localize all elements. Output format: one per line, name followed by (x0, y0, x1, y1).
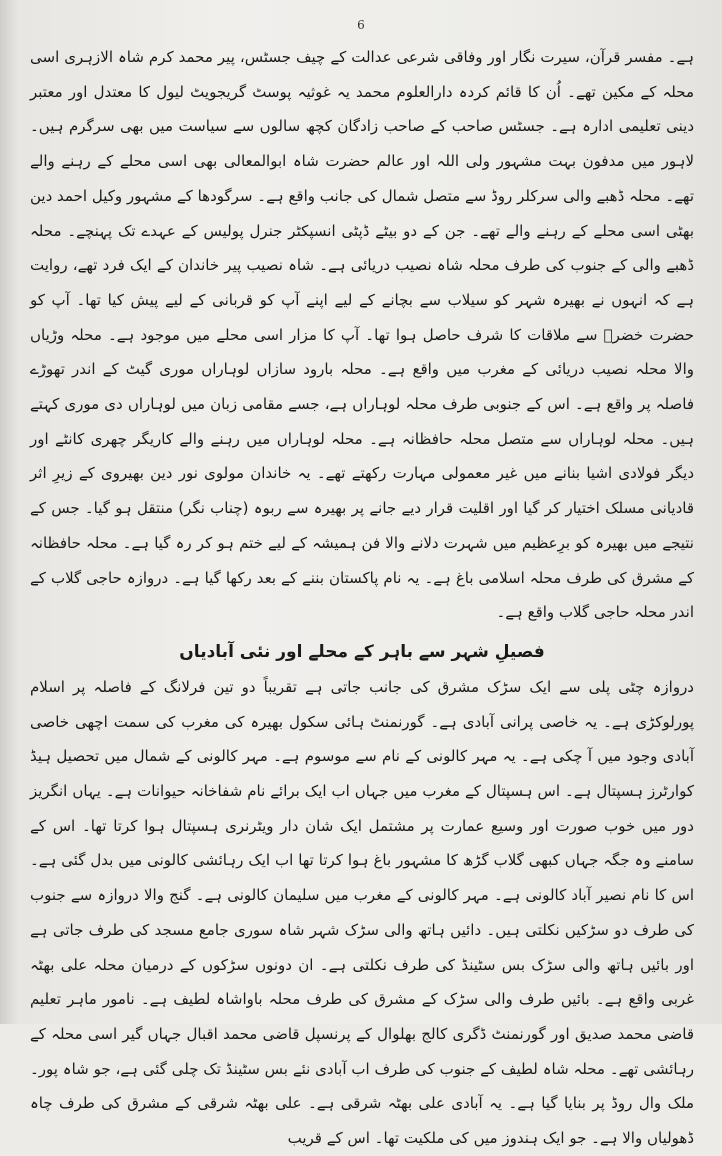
paragraph-outer-mohallas: دروازہ چٹی پلی سے ایک سڑک مشرق کی جانب جاتی ہے تقریباً دو تین فرلانگ کے فاصلہ پر اسلام پورلوکڑی ہے۔ یہ خاصی پرانی آبادی ہے۔ گورنمنٹ ہائی سکول بھیرہ کی مغرب کی سمت اچھی خاصی آبادی وجود میں آ چکی ہے۔ یہ مہر کالونی کے نام سے موسوم ہے۔ مہر کالونی کے شمال میں تحصیل ہیڈ کوارٹرز ہسپتال ہے۔ اس ہسپتال کے مغرب میں جہاں اب ایک برائے نام شفاخانہ حیوانات ہے۔ یہاں انگریز دور میں خوب صورت اور وسیع عمارت پر مشتمل ایک شان دار ویٹرنری ہسپتال ہوا کرتا تھا۔ اس کے سامنے وہ جگہ جہاں کبھی گلاب گڑھ کا مشہور باغ ہوا کرتا تھا اب ایک رہائشی کالونی میں بدل گئی ہے۔ اس کا نام نصیر آباد کالونی ہے۔ مہر کالونی کے مغرب میں سلیمان کالونی ہے۔ گنج والا دروازہ سے جنوب کی طرف دو سڑکیں نکلتی ہیں۔ دائیں ہاتھ والی سڑک شہر شاہ سوری جامع مسجد کی طرف جاتی ہے اور بائیں ہاتھ والی سڑک بس سٹینڈ کی طرف نکلتی ہے۔ ان دونوں سڑکوں کے درمیان محلہ علی بھٹہ غربی واقع ہے۔ بائیں طرف والی سڑک کے مشرق کی طرف محلہ باواشاہ لطیف ہے۔ نامور ماہر تعلیم قاضی محمد صدیق اور گورنمنٹ ڈگری کالج بھلوال کے پرنسپل قاضی محمد اقبال جہاں گیر اسی محلہ کے رہائشی تھے۔ محلہ شاہ لطیف کے جنوب کی طرف اب آبادی نئے بس سٹینڈ تک چلی گئی ہے، جو شاہ پور۔ ملک وال روڈ پر بنایا گیا ہے۔ یہ آبادی علی بھٹہ شرقی ہے۔ علی بھٹہ شرقی کے مشرق کی طرف چاہ ڈھولیاں والا ہے۔ جو ایک ہندوز میں کی ملکیت تھا۔ اس کے قریب (30, 677, 694, 1148)
page-number: 6 (357, 18, 365, 32)
section-heading: فصیلِ شہر سے باہر کے محلے اور نئی آبادیاں (179, 641, 545, 662)
binding-shadow (0, 0, 18, 1024)
paragraph-inner-city-mohallas: ہے۔ مفسر قرآن، سیرت نگار اور وفاقی شرعی عدالت کے چیف جسٹس، پیر محمد کرم شاہ الازہری اسی محلہ کے مکین تھے۔ اُن کا قائم کردہ دارالعلوم محمد یہ غوثیہ پوسٹ گریجویٹ لیول کا معتدل اور معتبر دینی تعلیمی ادارہ ہے۔ جسٹس صاحب کے صاحب زادگان کچھ سالوں سے سیاست میں بھی سرگرم ہیں۔ لاہور میں مدفون بہت مشہور ولی اللہ اور عالم حضرت شاہ ابوالمعالی بھی اسی محلے کے رہنے والے تھے۔ محلہ ڈھبے والی سرکلر روڈ سے متصل شمال کی جانب واقع ہے۔ سرگودھا کے مشہور وکیل احمد دین بھٹی اسی محلے کے رہنے والے تھے۔ جن کے دو بیٹے ڈپٹی انسپکٹر جنرل پولیس کے عہدے تک پہنچے۔ محلہ ڈھبے والی کے جنوب کی طرف محلہ شاہ نصیب دریائی ہے۔ شاہ نصیب پیر خاندان کے ایک فرد تھے، روایت ہے کہ انہوں نے بھیرہ شہر کو سیلاب سے بچانے کے لیے اپنے آپ کو قربانی کے لیے پیش کیا تھا۔ آپ کو حضرت خضرؑ سے ملاقات کا شرف حاصل ہوا تھا۔ آپ کا مزار اسی محلے میں موجود ہے۔ محلہ وڑیاں والا محلہ نصیب دریائی کے مغرب میں واقع ہے۔ محلہ بارود سازاں لوہاراں موری گیٹ کے اندر تھوڑے فاصلہ پر واقع ہے۔ اس کے جنوبی طرف محلہ لوہاراں ہے، جسے مقامی زبان میں لوہاراں دی موری کہتے ہیں۔ محلہ لوہاراں سے متصل محلہ حافظانہ ہے۔ محلہ لوہاراں میں رہنے والے کاریگر چھری کانٹے اور دیگر فولادی اشیا بنانے میں غیر معمولی مہارت رکھتے تھے۔ یہ خاندان مولوی نور دین بھیروی کے زیرِ اثر قادیانی مسلک اختیار کر گیا اور اقلیت قرار دیے جانے پر بھیرہ سے ربوہ (چناب نگر) منتقل ہو گیا۔ جس کے نتیجے میں بھیرہ کو برِعظیم میں شہرت دلانے والا فن ہمیشہ کے لیے ختم ہو کر رہ گیا ہے۔ محلہ حافظانہ کے مشرق کی طرف محلہ اسلامی باغ ہے۔ یہ نام پاکستان بننے کے بعد رکھا گیا ہے۔ دروازہ حاجی گلاب کے اندر محلہ حاجی گلاب واقع ہے۔ (30, 48, 694, 622)
page-body (30, 40, 694, 1156)
